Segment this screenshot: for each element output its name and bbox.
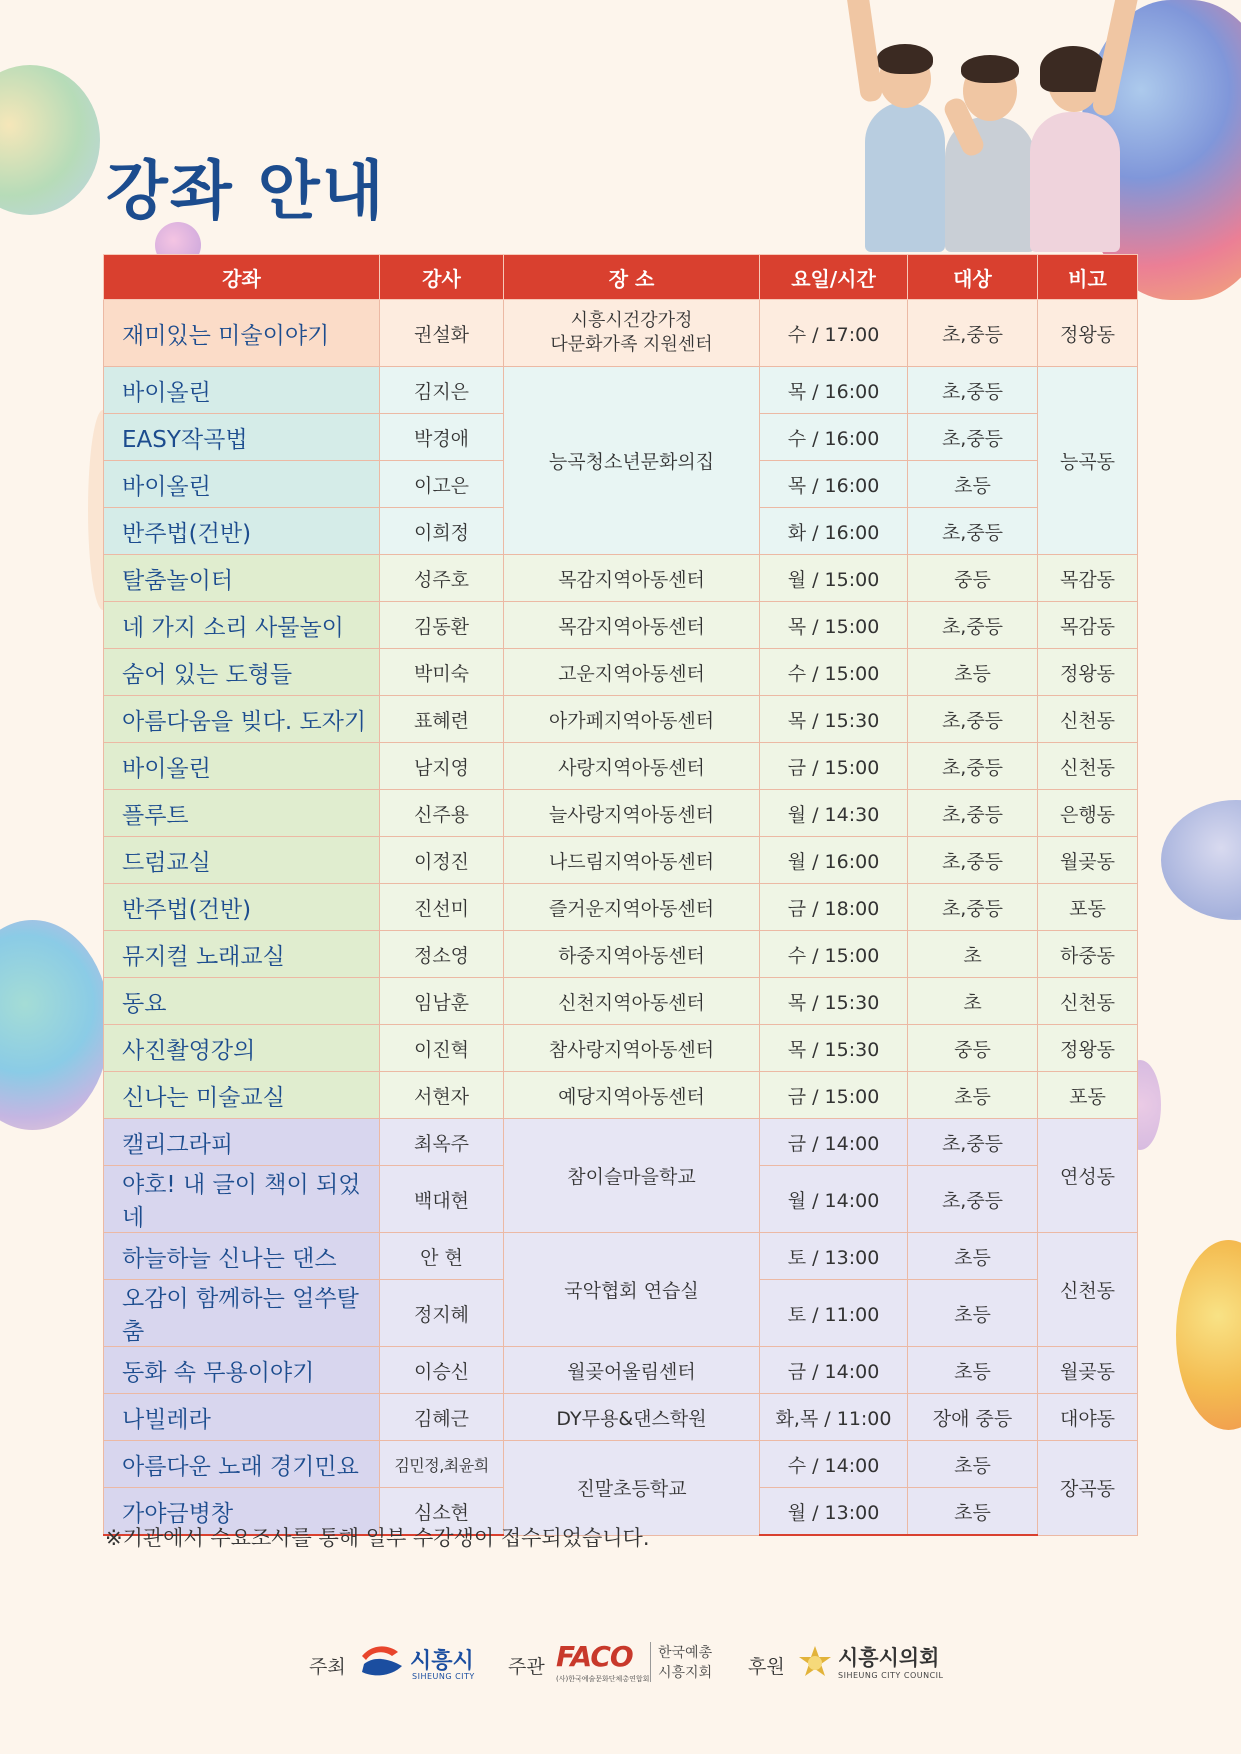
target-level: 초,중등 — [908, 743, 1038, 790]
location-note: 월곶동 — [1038, 837, 1138, 884]
location-note: 정왕동 — [1038, 300, 1138, 367]
sponsor-logo-text: 시흥시의회 — [838, 1646, 940, 1670]
target-level: 초,중등 — [908, 696, 1038, 743]
location-note: 대야동 — [1038, 1394, 1138, 1441]
header-note: 비고 — [1038, 255, 1138, 300]
table-row — [104, 884, 1138, 931]
teacher-name: 최옥주 — [380, 1119, 504, 1166]
venue: 늘사랑지역아동센터 — [504, 790, 760, 837]
teacher-name: 박경애 — [380, 414, 504, 461]
teacher-name: 정지혜 — [380, 1280, 504, 1347]
target-level: 초등 — [908, 1488, 1038, 1536]
teacher-name: 이진혁 — [380, 1025, 504, 1072]
day-time: 월 / 16:00 — [760, 837, 908, 884]
target-level: 초등 — [908, 1280, 1038, 1347]
table-row — [104, 1233, 1138, 1280]
teacher-name: 표혜련 — [380, 696, 504, 743]
decorative-planet — [1161, 800, 1241, 920]
header-venue: 장 소 — [504, 255, 760, 300]
course-name: 신나는 미술교실 — [104, 1072, 380, 1119]
day-time: 월 / 14:00 — [760, 1166, 908, 1233]
course-name: 동화 속 무용이야기 — [104, 1347, 380, 1394]
target-level: 초등 — [908, 1347, 1038, 1394]
target-level: 중등 — [908, 1025, 1038, 1072]
target-level: 초 — [908, 978, 1038, 1025]
target-level: 초,중등 — [908, 837, 1038, 884]
venue: 고운지역아동센터 — [504, 649, 760, 696]
day-time: 수 / 15:00 — [760, 649, 908, 696]
venue: 진말초등학교 — [504, 1441, 760, 1536]
target-level: 초등 — [908, 1441, 1038, 1488]
course-name: 아름다움을 빚다. 도자기 — [104, 696, 380, 743]
table-row — [104, 602, 1138, 649]
host-logo-text: 시흥시 — [410, 1649, 474, 1674]
day-time: 목 / 16:00 — [760, 367, 908, 414]
location-note: 정왕동 — [1038, 1025, 1138, 1072]
target-level: 초등 — [908, 461, 1038, 508]
host-logo-subtext: SIHEUNG CITY — [412, 1672, 475, 1681]
location-note: 정왕동 — [1038, 649, 1138, 696]
course-name: 탈춤놀이터 — [104, 555, 380, 602]
course-schedule-table — [103, 254, 1138, 1536]
target-level: 초,중등 — [908, 884, 1038, 931]
teacher-name: 이고은 — [380, 461, 504, 508]
decorative-planet — [0, 65, 100, 215]
header-day-time: 요일/시간 — [760, 255, 908, 300]
city-council-emblem-icon — [796, 1644, 834, 1682]
target-level: 초,중등 — [908, 367, 1038, 414]
teacher-name: 김민정,최윤희 — [380, 1441, 504, 1488]
course-name: 바이올린 — [104, 743, 380, 790]
venue: 즐거운지역아동센터 — [504, 884, 760, 931]
course-name: 동요 — [104, 978, 380, 1025]
day-time: 월 / 14:30 — [760, 790, 908, 837]
day-time: 금 / 18:00 — [760, 884, 908, 931]
day-time: 화 / 16:00 — [760, 508, 908, 555]
location-note: 하중동 — [1038, 931, 1138, 978]
day-time: 수 / 16:00 — [760, 414, 908, 461]
table-row — [104, 743, 1138, 790]
table-row — [104, 1072, 1138, 1119]
target-level: 초,중등 — [908, 300, 1038, 367]
target-level: 초,중등 — [908, 1166, 1038, 1233]
day-time: 월 / 13:00 — [760, 1488, 908, 1536]
course-name: 뮤지컬 노래교실 — [104, 931, 380, 978]
teacher-name: 정소영 — [380, 931, 504, 978]
teacher-name: 진선미 — [380, 884, 504, 931]
table-row — [104, 790, 1138, 837]
teacher-name: 남지영 — [380, 743, 504, 790]
venue: 나드림지역아동센터 — [504, 837, 760, 884]
page-title: 강좌 안내 — [106, 155, 386, 229]
course-name: 드럼교실 — [104, 837, 380, 884]
location-note: 월곶동 — [1038, 1347, 1138, 1394]
course-name: 가야금병창 — [104, 1488, 380, 1536]
header-teacher: 강사 — [380, 255, 504, 300]
organizer-branch-line2: 시흥지회 — [658, 1665, 713, 1681]
course-name: 바이올린 — [104, 461, 380, 508]
course-name: 바이올린 — [104, 367, 380, 414]
target-level: 장애 중등 — [908, 1394, 1038, 1441]
table-row — [104, 1025, 1138, 1072]
decorative-planet — [0, 920, 110, 1130]
location-note: 신천동 — [1038, 1233, 1138, 1347]
day-time: 화,목 / 11:00 — [760, 1394, 908, 1441]
venue: DY무용&댄스학원 — [504, 1394, 760, 1441]
course-name: 하늘하늘 신나는 댄스 — [104, 1233, 380, 1280]
day-time: 목 / 15:30 — [760, 1025, 908, 1072]
day-time: 월 / 15:00 — [760, 555, 908, 602]
teacher-name: 성주호 — [380, 555, 504, 602]
venue: 월곶어울림센터 — [504, 1347, 760, 1394]
table-row — [104, 649, 1138, 696]
course-name: 재미있는 미술이야기 — [104, 300, 380, 367]
course-name: EASY작곡법 — [104, 414, 380, 461]
day-time: 토 / 11:00 — [760, 1280, 908, 1347]
target-level: 초등 — [908, 1072, 1038, 1119]
teacher-name: 박미숙 — [380, 649, 504, 696]
course-name: 플루트 — [104, 790, 380, 837]
teacher-name: 안 현 — [380, 1233, 504, 1280]
venue: 아가페지역아동센터 — [504, 696, 760, 743]
teacher-name: 이승신 — [380, 1347, 504, 1394]
day-time: 목 / 15:00 — [760, 602, 908, 649]
teacher-name: 임남훈 — [380, 978, 504, 1025]
location-note: 포동 — [1038, 884, 1138, 931]
day-time: 금 / 14:00 — [760, 1119, 908, 1166]
teacher-name: 김동환 — [380, 602, 504, 649]
decorative-planet — [1176, 1240, 1241, 1430]
teacher-name: 서현자 — [380, 1072, 504, 1119]
course-name: 반주법(건반) — [104, 884, 380, 931]
location-note: 목감동 — [1038, 555, 1138, 602]
day-time: 금 / 15:00 — [760, 1072, 908, 1119]
organizer-branch-line1: 한국예총 — [658, 1645, 713, 1661]
day-time: 금 / 14:00 — [760, 1347, 908, 1394]
footnote: ※기관에서 수요조사를 통해 일부 수강생이 접수되었습니다. — [105, 1526, 650, 1550]
course-name: 반주법(건반) — [104, 508, 380, 555]
venue: 국악협회 연습실 — [504, 1233, 760, 1347]
day-time: 목 / 16:00 — [760, 461, 908, 508]
target-level: 초등 — [908, 1233, 1038, 1280]
venue: 참사랑지역아동센터 — [504, 1025, 760, 1072]
course-name: 사진촬영강의 — [104, 1025, 380, 1072]
target-level: 초,중등 — [908, 414, 1038, 461]
course-name: 야호! 내 글이 책이 되었네 — [104, 1166, 380, 1233]
teacher-name: 신주용 — [380, 790, 504, 837]
location-note: 신천동 — [1038, 743, 1138, 790]
organizer-logo-subtext: (사)한국예술문화단체총연합회 — [556, 1675, 650, 1683]
course-name: 나빌레라 — [104, 1394, 380, 1441]
table-row — [104, 1119, 1138, 1166]
cheering-children-photo — [830, 20, 1120, 252]
venue: 신천지역아동센터 — [504, 978, 760, 1025]
course-name: 네 가지 소리 사물놀이 — [104, 602, 380, 649]
venue: 예당지역아동센터 — [504, 1072, 760, 1119]
venue: 능곡청소년문화의집 — [504, 367, 760, 555]
table-row — [104, 300, 1138, 367]
teacher-name: 김지은 — [380, 367, 504, 414]
location-note: 포동 — [1038, 1072, 1138, 1119]
footer-sponsors — [0, 1638, 1241, 1688]
table-row — [104, 978, 1138, 1025]
target-level: 초등 — [908, 649, 1038, 696]
teacher-name: 김혜근 — [380, 1394, 504, 1441]
teacher-name: 이희정 — [380, 508, 504, 555]
venue: 참이슬마을학교 — [504, 1119, 760, 1233]
target-level: 초,중등 — [908, 1119, 1038, 1166]
organizer-logo-text: FACO — [556, 1640, 633, 1673]
location-note: 장곡동 — [1038, 1441, 1138, 1536]
venue: 목감지역아동센터 — [504, 602, 760, 649]
day-time: 수 / 15:00 — [760, 931, 908, 978]
day-time: 금 / 15:00 — [760, 743, 908, 790]
organizer-label: 주관 — [508, 1656, 545, 1678]
table-row — [104, 696, 1138, 743]
venue: 시흥시건강가정 다문화가족 지원센터 — [504, 300, 760, 367]
course-name: 아름다운 노래 경기민요 — [104, 1441, 380, 1488]
target-level: 초 — [908, 931, 1038, 978]
table-row — [104, 837, 1138, 884]
location-note: 연성동 — [1038, 1119, 1138, 1233]
venue: 하중지역아동센터 — [504, 931, 760, 978]
table-row — [104, 1441, 1138, 1488]
teacher-name: 권설화 — [380, 300, 504, 367]
target-level: 초,중등 — [908, 602, 1038, 649]
day-time: 목 / 15:30 — [760, 696, 908, 743]
course-name: 오감이 함께하는 얼쑤탈춤 — [104, 1280, 380, 1347]
location-note: 능곡동 — [1038, 367, 1138, 555]
location-note: 신천동 — [1038, 978, 1138, 1025]
host-label: 주최 — [309, 1656, 346, 1678]
location-note: 신천동 — [1038, 696, 1138, 743]
teacher-name: 심소현 — [380, 1488, 504, 1536]
day-time: 목 / 15:30 — [760, 978, 908, 1025]
day-time: 수 / 14:00 — [760, 1441, 908, 1488]
table-row — [104, 931, 1138, 978]
location-note: 목감동 — [1038, 602, 1138, 649]
venue: 목감지역아동센터 — [504, 555, 760, 602]
target-level: 초,중등 — [908, 790, 1038, 837]
target-level: 중등 — [908, 555, 1038, 602]
header-course: 강좌 — [104, 255, 380, 300]
header-target: 대상 — [908, 255, 1038, 300]
course-name: 숨어 있는 도형들 — [104, 649, 380, 696]
organizer-divider — [650, 1642, 651, 1682]
venue: 사랑지역아동센터 — [504, 743, 760, 790]
sponsor-logo-subtext: SIHEUNG CITY COUNCIL — [838, 1671, 944, 1680]
sponsor-label: 후원 — [748, 1656, 785, 1678]
table-row — [104, 367, 1138, 414]
table-row — [104, 1394, 1138, 1441]
course-name: 캘리그라피 — [104, 1119, 380, 1166]
day-time: 수 / 17:00 — [760, 300, 908, 367]
teacher-name: 이정진 — [380, 837, 504, 884]
table-row — [104, 1347, 1138, 1394]
table-header-row — [104, 255, 1138, 300]
day-time: 토 / 13:00 — [760, 1233, 908, 1280]
target-level: 초,중등 — [908, 508, 1038, 555]
siheung-city-logo-icon — [358, 1642, 406, 1682]
teacher-name: 백대현 — [380, 1166, 504, 1233]
table-row — [104, 555, 1138, 602]
location-note: 은행동 — [1038, 790, 1138, 837]
